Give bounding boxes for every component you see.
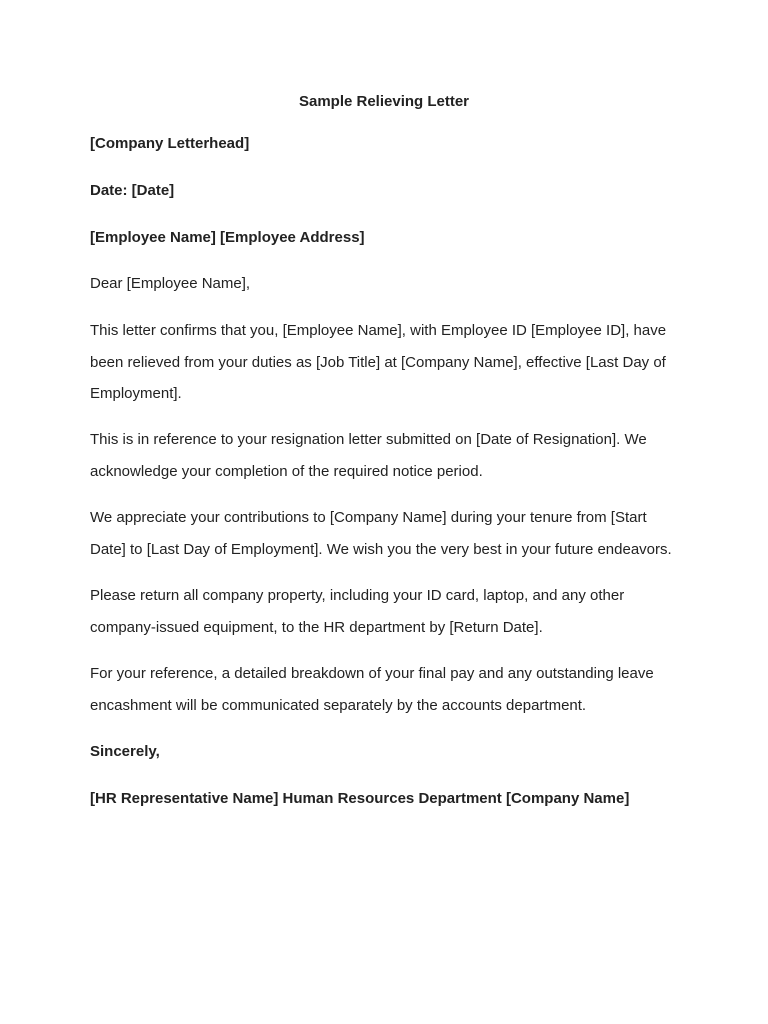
signature-block: [HR Representative Name] Human Resources Department [Company Name] xyxy=(90,790,630,807)
body-paragraph-final-pay: For your reference, a detailed breakdown of your final pay and any outstanding leave encashment will be communicated separately by the accounts department. xyxy=(90,665,654,714)
body-paragraph-property-return: Please return all company property, including your ID card, laptop, and any other company-issued equipment, to the HR department by [Return Date]. xyxy=(90,587,625,636)
salutation: Dear [Employee Name], xyxy=(90,275,251,292)
company-letterhead: [Company Letterhead] xyxy=(90,135,250,152)
body-paragraph-resignation: This is in reference to your resignation letter submitted on [Date of Resignation]. We acknowledge your completion of the required notice period. xyxy=(90,431,647,480)
body-paragraph-appreciation: We appreciate your contributions to [Company Name] during your tenure from [Start Date] to [Last Day of Employment]. We wish you the very best in your future endeavors. xyxy=(90,509,672,558)
closing: Sincerely, xyxy=(90,743,160,760)
body-paragraph-confirmation: This letter confirms that you, [Employee Name], with Employee ID [Employee ID], have been relieved from your duties as [Job Title] at [Company Name], effective [Last Day of Employment]. xyxy=(90,322,667,402)
date-line: Date: [Date] xyxy=(90,182,175,199)
letter-title: Sample Relieving Letter xyxy=(298,93,470,110)
recipient-line: [Employee Name] [Employee Address] xyxy=(90,229,365,246)
